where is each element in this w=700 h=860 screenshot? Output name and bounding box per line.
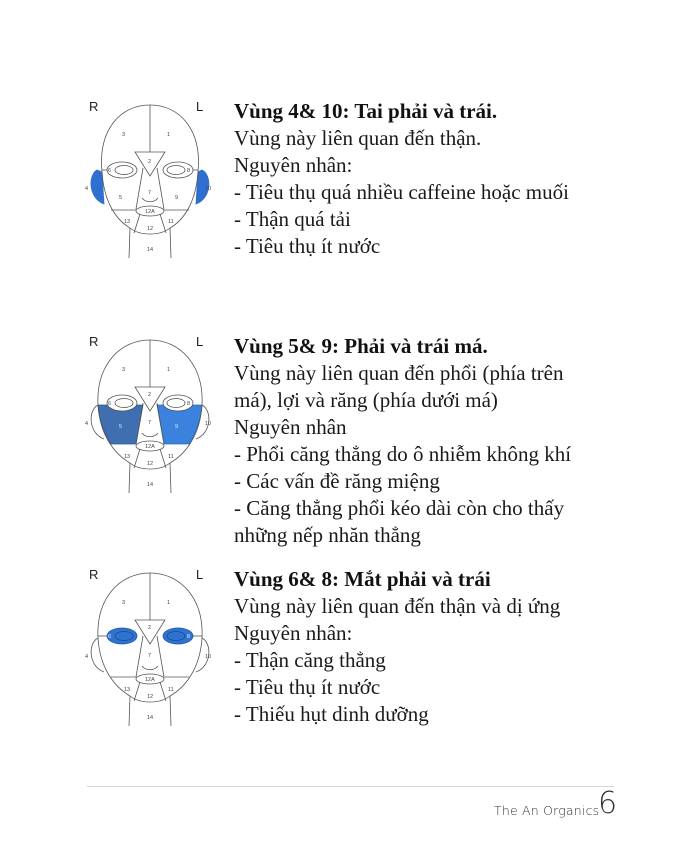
- zone-label-12: 12: [147, 461, 154, 467]
- section-line: Nguyên nhân: [234, 415, 347, 439]
- zone-label-8: 8: [187, 401, 191, 407]
- zone-label-11: 11: [168, 454, 174, 460]
- face-map-diagram-eyes: [80, 558, 220, 738]
- section-line: - Tiêu thụ quá nhiều caffeine hoặc muối: [234, 180, 569, 204]
- section-line: - Phổi căng thẳng do ô nhiễm không khí: [234, 442, 572, 466]
- section-line: Nguyên nhân:: [234, 621, 353, 645]
- zone-label-10: 10: [205, 186, 212, 192]
- section-line: - Tiêu thụ ít nước: [234, 234, 381, 258]
- section-line: Vùng này liên quan đến thận.: [234, 126, 482, 150]
- zone-label-4: 4: [85, 186, 89, 192]
- zone-label-7: 7: [148, 420, 152, 426]
- zone-label-9: 9: [175, 195, 179, 201]
- section-ears: [234, 98, 674, 260]
- zone-label-13: 13: [124, 687, 131, 693]
- section-line: - Các vấn đề răng miệng: [234, 469, 440, 493]
- zone-label-13: 13: [124, 454, 131, 460]
- zone-label-2: 2: [148, 625, 152, 631]
- zone-label-8: 8: [187, 168, 191, 174]
- zone-label-11: 11: [168, 687, 174, 693]
- zone-label-3: 3: [122, 600, 126, 606]
- section-line: - Tiêu thụ ít nước: [234, 675, 381, 699]
- zone-label-4: 4: [85, 654, 89, 660]
- zone-label-14: 14: [147, 715, 154, 721]
- section-line: má), lợi và răng (phía dưới má): [234, 388, 498, 412]
- section-cheeks: [234, 333, 674, 549]
- zone-label-13: 13: [124, 219, 131, 225]
- face-map-svg: [80, 90, 220, 270]
- zone-label-14: 14: [147, 247, 154, 253]
- face-map-diagram-cheeks: [80, 325, 220, 505]
- footer-divider: [87, 786, 614, 787]
- face-map-svg: [80, 558, 220, 738]
- right-side-label: R: [89, 99, 99, 114]
- zone-label-5: 5: [119, 195, 123, 201]
- zone-label-10: 10: [205, 654, 212, 660]
- left-side-label: L: [196, 334, 204, 349]
- face-map-svg: [80, 325, 220, 505]
- zone-label-4: 4: [85, 421, 89, 427]
- section-title: Vùng 4& 10: Tai phải và trái.: [234, 99, 498, 123]
- right-side-label: R: [89, 567, 99, 582]
- zone-label-12a: 12A: [145, 209, 155, 215]
- section-eyes: [234, 566, 674, 728]
- zone-label-7: 7: [148, 653, 152, 659]
- section-line: Vùng này liên quan đến phổi (phía trên: [234, 361, 564, 385]
- zone-label-12a: 12A: [145, 677, 155, 683]
- zone-label-2: 2: [148, 159, 152, 165]
- zone-label-7: 7: [148, 190, 152, 196]
- section-line: những nếp nhăn thẳng: [234, 523, 421, 547]
- eye-right-highlight: [107, 628, 137, 644]
- zone-label-10: 10: [205, 421, 212, 427]
- right-side-label: R: [89, 334, 99, 349]
- zone-label-12a: 12A: [145, 444, 155, 450]
- zone-label-8: 8: [187, 634, 191, 640]
- section-line: Nguyên nhân:: [234, 153, 353, 177]
- zone-label-9: 9: [175, 424, 179, 430]
- section-title: Vùng 5& 9: Phải và trái má.: [234, 334, 488, 358]
- section-line: - Thận căng thẳng: [234, 648, 386, 672]
- zone-label-6: 6: [108, 634, 112, 640]
- zone-label-14: 14: [147, 482, 154, 488]
- page-number: 6: [598, 786, 618, 821]
- left-side-label: L: [196, 567, 204, 582]
- zone-label-1: 1: [167, 600, 171, 606]
- zone-label-1: 1: [167, 367, 171, 373]
- zone-label-6: 6: [108, 168, 112, 174]
- zone-label-12: 12: [147, 694, 154, 700]
- zone-label-3: 3: [122, 132, 126, 138]
- section-line: - Thiếu hụt dinh dưỡng: [234, 702, 429, 726]
- footer-brand: The An Organics: [494, 803, 600, 818]
- section-line: Vùng này liên quan đến thận và dị ứng: [234, 594, 561, 618]
- left-side-label: L: [196, 99, 204, 114]
- zone-label-11: 11: [168, 219, 174, 225]
- zone-label-6: 6: [108, 401, 112, 407]
- section-title: Vùng 6& 8: Mắt phải và trái: [234, 567, 491, 591]
- zone-label-5: 5: [119, 424, 123, 430]
- zone-label-3: 3: [122, 367, 126, 373]
- section-line: - Thận quá tải: [234, 207, 351, 231]
- face-map-diagram-ears: [80, 90, 220, 270]
- zone-label-12: 12: [147, 226, 154, 232]
- section-line: - Căng thẳng phổi kéo dài còn cho thấy: [234, 496, 565, 520]
- zone-label-2: 2: [148, 392, 152, 398]
- zone-label-1: 1: [167, 132, 171, 138]
